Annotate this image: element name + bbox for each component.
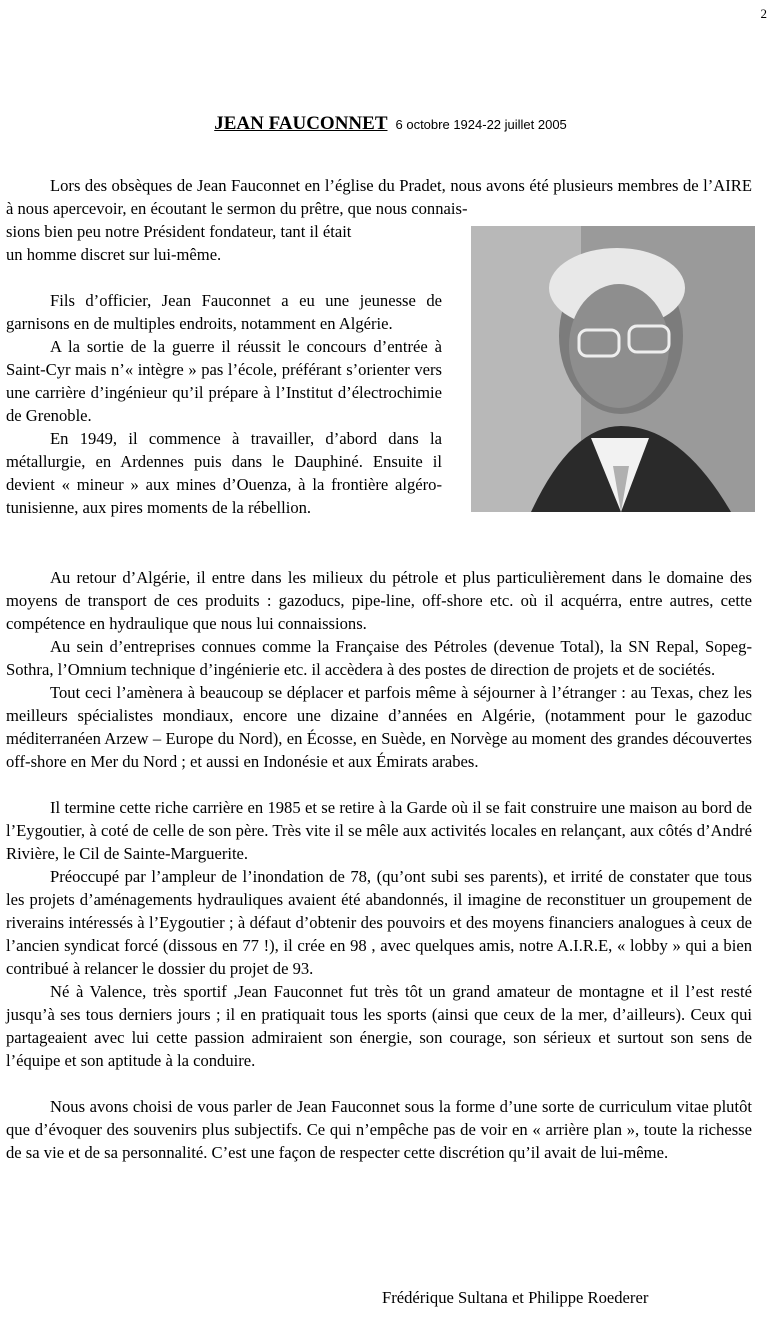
paragraph-retirement: Il termine cette riche carrière en 1985 et se retire à la Garde où il se fait construire une maison au bord de l’Eygoutier, à coté de celle de son père. Très vite il se mêle aux activités locales en relançant, aux côtés d’André Rivière, le Cil de Sainte-Marguerite. [6,798,752,863]
full-width-body [6,566,752,1164]
paragraph-companies: Au sein d’entreprises connues comme la Française des Pétroles (devenue Total), la SN Repal, Sopeg-Sothra, l’Omnium technique d’ingénierie etc. il accèdera à des postes de direction de projets et de sociétés. [6,637,752,679]
title-name: JEAN FAUCONNET [214,113,388,134]
portrait-illustration [471,226,755,512]
paragraph-early-career: En 1949, il commence à travailler, d’abord dans la métallurgie, en Ardennes puis dans le Dauphiné. Ensuite il devient « mineur » aux mines d’Ouenza, à la frontière algéro- tunisienne, aux pires moments de la rébellion. [6,429,442,517]
signature: Frédérique Sultana et Philippe Roederer [382,1288,649,1307]
page-number: 2 [760,6,767,21]
paragraph-travels: Tout ceci l’amènera à beaucoup se déplacer et parfois même à séjourner à l’étranger : au Texas, chez les meilleurs spécialistes mondiaux, encore une dizaine d’années en Algérie, (notamment pour le gazoduc méditerranéen Arzew – Europe du Nord), en Écosse, en Suède, en Norvège au moment des grandes découvertes off-shore en Mer du Nord ; et aussi en Indonésie et aux Émirats arabes. [6,683,752,771]
narrow-column-body [6,220,442,519]
paragraph-conclusion: Nous avons choisi de vous parler de Jean Fauconnet sous la forme d’une sorte de curriculum vitae plutôt que d’évoquer des souvenirs plus subjectifs. Ce qui n’empêche pas de voir en « arrière plan », toute la richesse de sa vie et de sa personnalité. C’est une façon de respecter cette discrétion qu’il avait de lui-même. [6,1097,752,1162]
paragraph-petroleum: Au retour d’Algérie, il entre dans les milieux du pétrole et plus particulièrement dans le domaine des moyens de transport de ces produits : gazoducs, pipe-line, off-shore etc. où il acquérra, entre autres, cette compétence en hydraulique que nous lui connaissions. [6,568,752,633]
article-title [0,113,781,135]
paragraph-aire-founding: Préoccupé par l’ampleur de l’inondation de 78, (qu’ont subi ses parents), et irrité de constater que tous les projets d’aménagements hydrauliques avaient été abandonnés, il imagine de reconstituer un groupement de riverains intéressés à l’Eygoutier ; à défaut d’obtenir des pouvoirs et des moyens financiers analogues à ceux de l’ancien syndicat forcé (dissous en 77 !), il crée en 98 , avec quelques amis, notre A.I.R.E, « lobby » qui a bien contribué à relancer le dossier du projet de 93. [6,867,752,978]
paragraph-intro-top [6,174,752,220]
paragraph-youth: Fils d’officier, Jean Fauconnet a eu une jeunesse de garnisons en de multiples endroits, notamment en Algérie. [6,291,442,333]
paragraph-intro-end: sions bien peu notre Président fondateur, tant il était un homme discret sur lui-même. [6,222,352,264]
portrait-photo [471,226,755,512]
paragraph-education: A la sortie de la guerre il réussit le concours d’entrée à Saint-Cyr mais n’« intègre » pas l’école, préférant s’orienter vers une carrière d’ingénieur qu’il prépare à l’Institut d’électrochimie de Grenoble. [6,337,442,425]
paragraph-sports: Né à Valence, très sportif ,Jean Fauconnet fut très tôt un grand amateur de montagne et il l’est resté jusqu’à ses tous derniers jours ; il en pratiquait tous les sports (ainsi que ceux de la mer, d’ailleurs). Ceux qui partageaient avec lui cette passion admiraient son énergie, son courage, son sérieux et surtout son sens de l’équipe et son aptitude à la conduire. [6,982,752,1070]
paragraph-intro: Lors des obsèques de Jean Fauconnet en l’église du Pradet, nous avons été plusieurs membres de l’AIRE à nous apercevoir, en écoutant le sermon du prêtre, que nous connais- [6,176,752,218]
title-dates: 6 octobre 1924-22 juillet 2005 [395,117,567,132]
